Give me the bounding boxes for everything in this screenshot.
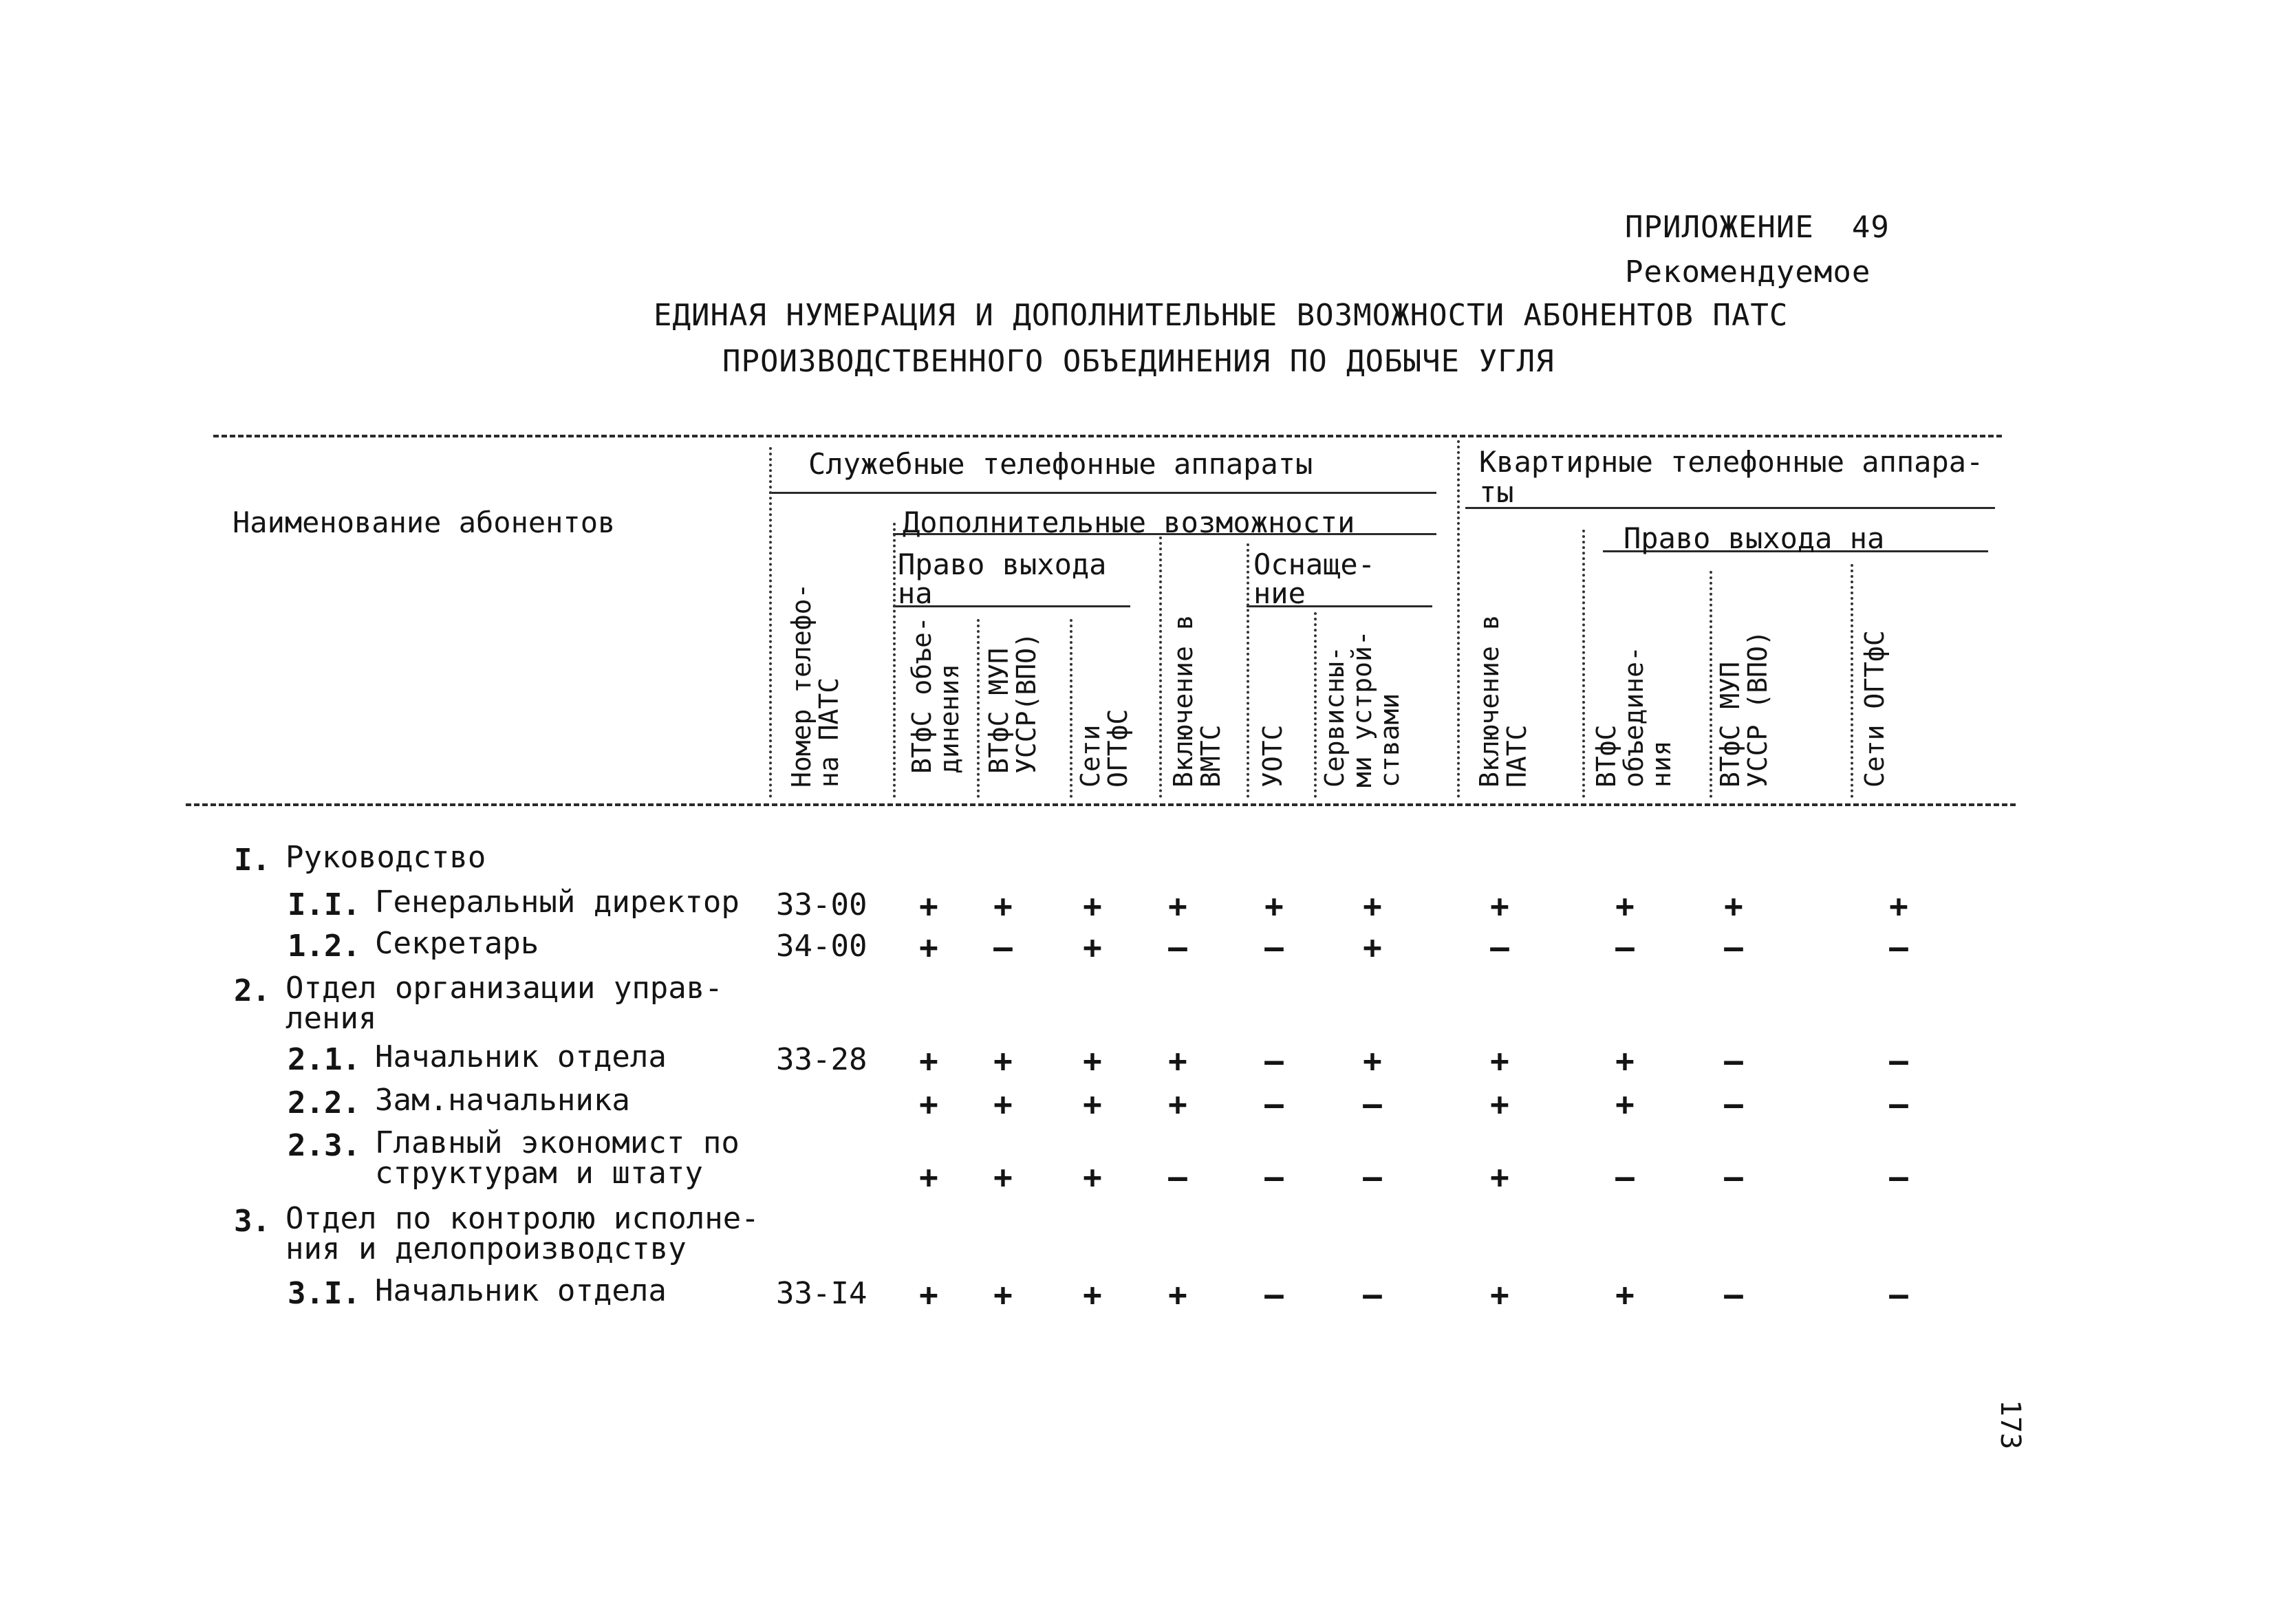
sep-a3 (1851, 564, 1853, 798)
row-mark: + (993, 1042, 1013, 1079)
row-mark: + (1168, 1276, 1187, 1313)
table-header-bottom-rule (186, 803, 2016, 806)
row-mark: + (1083, 1276, 1102, 1313)
row-mark: + (1615, 887, 1635, 924)
row-phone: 33-28 (776, 1042, 867, 1077)
col-s-ogtfs: Сети ОГТфС (1075, 708, 1133, 788)
row-mark: + (1889, 887, 1908, 924)
sep-s4 (1247, 543, 1249, 798)
row-mark: – (1724, 1158, 1743, 1195)
row-mark: + (1490, 1276, 1509, 1313)
header-additional: Дополнительные возможности (903, 506, 1355, 539)
row-mark: + (919, 1158, 938, 1195)
row-mark: + (1490, 1158, 1509, 1195)
sep-a2 (1710, 571, 1712, 798)
row-mark: + (1363, 887, 1382, 924)
row-mark: – (1724, 929, 1743, 966)
appendix-note: Рекомендуемое (1625, 255, 1871, 290)
col-a-vtfs: ВТфС объедине- ния (1591, 646, 1676, 788)
row-mark: + (1168, 1085, 1187, 1123)
row-mark: + (1490, 887, 1509, 924)
row-mark: – (1264, 1085, 1284, 1123)
row-mark: + (919, 1085, 938, 1123)
row-mark: – (1264, 1276, 1284, 1313)
row-mark: – (1889, 1085, 1908, 1123)
row-mark: + (993, 1158, 1013, 1195)
row-mark: + (1615, 1276, 1635, 1313)
row-name: Руководство (285, 840, 486, 875)
row-mark: + (1615, 1085, 1635, 1123)
row-mark: – (1724, 1276, 1743, 1313)
col-header-name: Наименование абонентов (233, 506, 616, 539)
row-mark: – (1889, 1042, 1908, 1079)
header-apartment: Квартирные телефонные аппара- ты (1479, 445, 1984, 509)
row-mark: + (1083, 1158, 1102, 1195)
col-s-service: Сервисны- ми устрой- ствами (1319, 630, 1405, 788)
row-mark: – (1264, 929, 1284, 966)
sep-service-apartment (1457, 440, 1460, 798)
sep-name (769, 447, 772, 798)
row-mark: + (1490, 1042, 1509, 1079)
page-number: 173 (1994, 1400, 2026, 1450)
row-mark: + (1083, 1085, 1102, 1123)
row-number: 2. (234, 973, 270, 1008)
col-a-pats: Включение в ПАТС (1474, 614, 1532, 788)
row-mark: + (993, 887, 1013, 924)
row-mark: + (993, 1276, 1013, 1313)
header-exit-right: Право выхода на (898, 548, 1107, 610)
appendix-number: 49 (1851, 210, 1890, 245)
sep-s3 (1159, 537, 1162, 798)
row-mark: + (1083, 1042, 1102, 1079)
col-s-vtfs: ВТфС объе- динения (907, 616, 964, 774)
col-s-uots: УОТС (1258, 724, 1288, 788)
row-name: Начальник отдела (375, 1273, 667, 1308)
service-underline (769, 492, 1436, 494)
row-mark: – (1168, 1158, 1187, 1195)
header-service: Служебные телефонные аппараты (808, 447, 1313, 481)
row-name: Главный экономист по структурам и штату (375, 1125, 740, 1191)
row-mark: + (1168, 887, 1187, 924)
row-mark: – (1363, 1085, 1382, 1123)
row-number: 3. (234, 1204, 270, 1239)
row-mark: + (919, 929, 938, 966)
row-mark: + (1724, 887, 1743, 924)
row-mark: – (1264, 1158, 1284, 1195)
title-line-2: ПРОИЗВОДСТВЕННОГО ОБЪЕДИНЕНИЯ ПО ДОБЫЧЕ УГЛЯ (722, 344, 1555, 379)
row-mark: – (1724, 1042, 1743, 1079)
row-mark: + (993, 1085, 1013, 1123)
row-name: Отдел организации управ- ления (285, 971, 723, 1036)
row-mark: – (1264, 1042, 1284, 1079)
appendix-label: ПРИЛОЖЕНИЕ 49 (1625, 210, 1890, 245)
row-mark: – (1490, 929, 1509, 966)
row-phone: 34-00 (776, 929, 867, 964)
row-mark: + (1264, 887, 1284, 924)
row-mark: – (993, 929, 1013, 966)
row-number: 1.2. (288, 929, 360, 964)
sep-s1 (977, 619, 980, 798)
row-mark: + (1490, 1085, 1509, 1123)
table-top-rule (213, 435, 2002, 437)
row-number: 2.2. (288, 1085, 360, 1120)
sep-a1 (1582, 530, 1585, 798)
row-name: Отдел по контролю исполне- ния и делопроизводству (285, 1201, 759, 1266)
row-mark: – (1889, 1158, 1908, 1195)
row-name: Генеральный директор (375, 885, 740, 920)
col-a-vtfs-mup: ВТфС МУП УССР (ВПО) (1715, 630, 1773, 788)
row-mark: + (919, 1042, 938, 1079)
sep-s5 (1314, 612, 1317, 798)
row-mark: + (919, 887, 938, 924)
row-number: 3.I. (288, 1276, 360, 1311)
row-mark: – (1889, 1276, 1908, 1313)
row-number: I. (234, 843, 270, 878)
sep-s2 (1070, 619, 1072, 798)
row-phone: 33-00 (776, 887, 867, 922)
row-mark: – (1168, 929, 1187, 966)
col-phone-number: Номер телефо- на ПАТС (786, 583, 844, 788)
row-number: 2.3. (288, 1128, 360, 1163)
header-apt-exit: Право выхода на (1624, 521, 1885, 555)
row-mark: – (1615, 1158, 1635, 1195)
row-mark: + (1363, 1042, 1382, 1079)
row-mark: + (1168, 1042, 1187, 1079)
title-line-1: ЕДИНАЯ НУМЕРАЦИЯ И ДОПОЛНИТЕЛЬНЫЕ ВОЗМОЖНОСТИ АБОНЕНТОВ ПАТС (654, 298, 1789, 333)
row-mark: + (1083, 887, 1102, 924)
row-mark: + (919, 1276, 938, 1313)
row-mark: – (1615, 929, 1635, 966)
row-name: Секретарь (375, 926, 539, 961)
row-mark: – (1363, 1158, 1382, 1195)
row-number: 2.1. (288, 1042, 360, 1077)
col-s-vtfs-mug: ВТфС МУП УССР(ВПО) (984, 632, 1042, 774)
row-mark: – (1363, 1276, 1382, 1313)
sep-phone (893, 523, 896, 798)
row-phone: 33-I4 (776, 1276, 867, 1311)
row-mark: – (1889, 929, 1908, 966)
header-equipment: Оснаще- ние (1253, 548, 1376, 610)
row-mark: + (1083, 929, 1102, 966)
col-s-vmts: Включение в ВМТС (1168, 614, 1226, 788)
row-mark: + (1615, 1042, 1635, 1079)
row-number: I.I. (288, 887, 360, 922)
row-mark: – (1724, 1085, 1743, 1123)
row-mark: + (1363, 929, 1382, 966)
row-name: Зам.начальника (375, 1083, 630, 1118)
row-name: Начальник отдела (375, 1039, 667, 1074)
col-a-ogtfs: Сети ОГТфС (1859, 630, 1890, 788)
